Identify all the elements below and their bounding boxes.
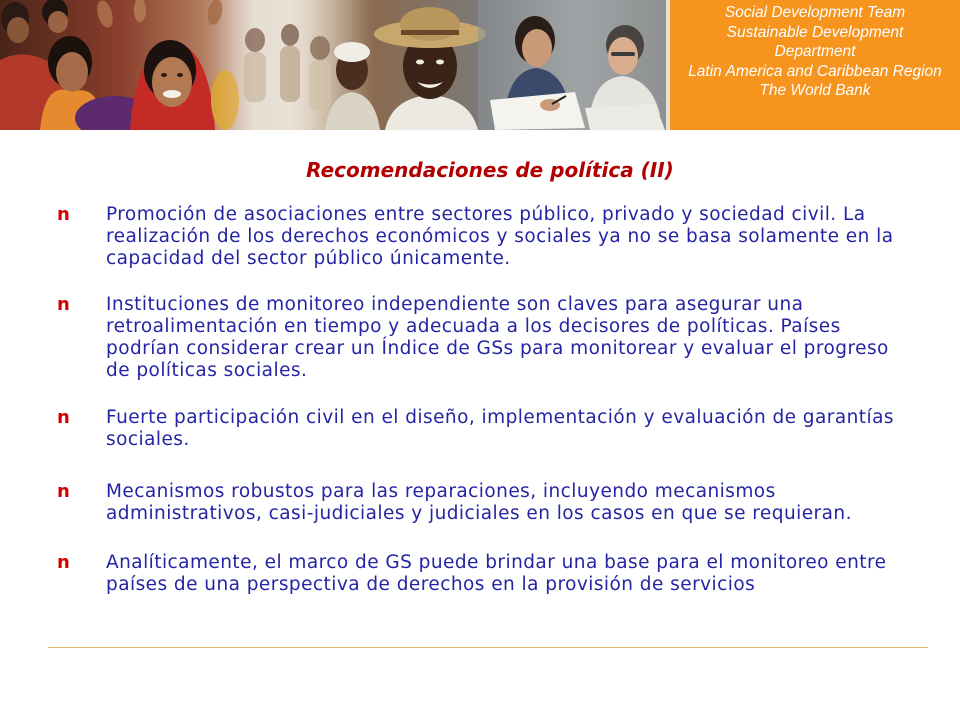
bullet-marker: n (57, 481, 70, 502)
bullet-item (0, 552, 960, 596)
bullet-text (106, 294, 960, 382)
org-team-line: Social Development Team (724, 4, 906, 21)
text-line: capacidad del sector público únicamente. (106, 248, 511, 269)
banner-photo-collage (0, 0, 670, 130)
text-line: administrativos, casi-judiciales y judiciales en los casos en que se requieran. (106, 503, 852, 524)
text-line: Instituciones de monitoreo independiente son claves para asegurar una (106, 294, 804, 315)
text-line: de políticas sociales. (106, 360, 308, 381)
text-line: Mecanismos robustos para las reparaciones, incluyendo mecanismos (106, 481, 776, 502)
bullet-item (0, 294, 960, 382)
bullet-text (106, 204, 960, 270)
bullet-item (0, 481, 960, 525)
text-line: Fuerte participación civil en el diseño, implementación y evaluación de garantías (106, 407, 894, 428)
bullet-text (106, 481, 960, 525)
org-region-line: Latin America and Caribbean Region (688, 62, 942, 80)
slide-title: Recomendaciones de política (II) (306, 158, 674, 182)
photo-collage-graphic (0, 0, 670, 130)
bullet-marker: n (57, 204, 70, 225)
text-line: Promoción de asociaciones entre sectores público, privado y sociedad civil. La (106, 204, 866, 225)
bullet-text (106, 407, 960, 451)
org-department-line-2: Department (774, 43, 856, 60)
text-line: realización de los derechos económicos y sociales ya no se basa solamente en la (106, 226, 894, 247)
crowd-middle (244, 24, 331, 110)
bullet-marker: n (57, 552, 70, 573)
text-line: Analíticamente, el marco de GS puede brindar una base para el monitoreo entre (106, 552, 887, 573)
text-line: retroalimentación en tiempo y adecuada a los decisores de políticas. Países (106, 316, 841, 337)
text-line: podrían considerar crear un Índice de GSs para monitorear y evaluar el progreso (106, 338, 889, 359)
organization-box (670, 0, 960, 130)
bullet-marker: n (57, 294, 70, 315)
bullet-text (106, 552, 960, 596)
org-institution-line: The World Bank (759, 82, 871, 99)
text-line: países de una perspectiva de derechos en la provisión de servicios (106, 574, 756, 595)
people-at-table (478, 0, 668, 130)
org-department-line-1: Sustainable Development (726, 23, 904, 41)
text-line: sociales. (106, 429, 190, 450)
bullet-marker: n (57, 407, 70, 428)
bullet-item (0, 204, 960, 270)
bullet-item (0, 407, 960, 451)
footer-divider (48, 647, 928, 648)
